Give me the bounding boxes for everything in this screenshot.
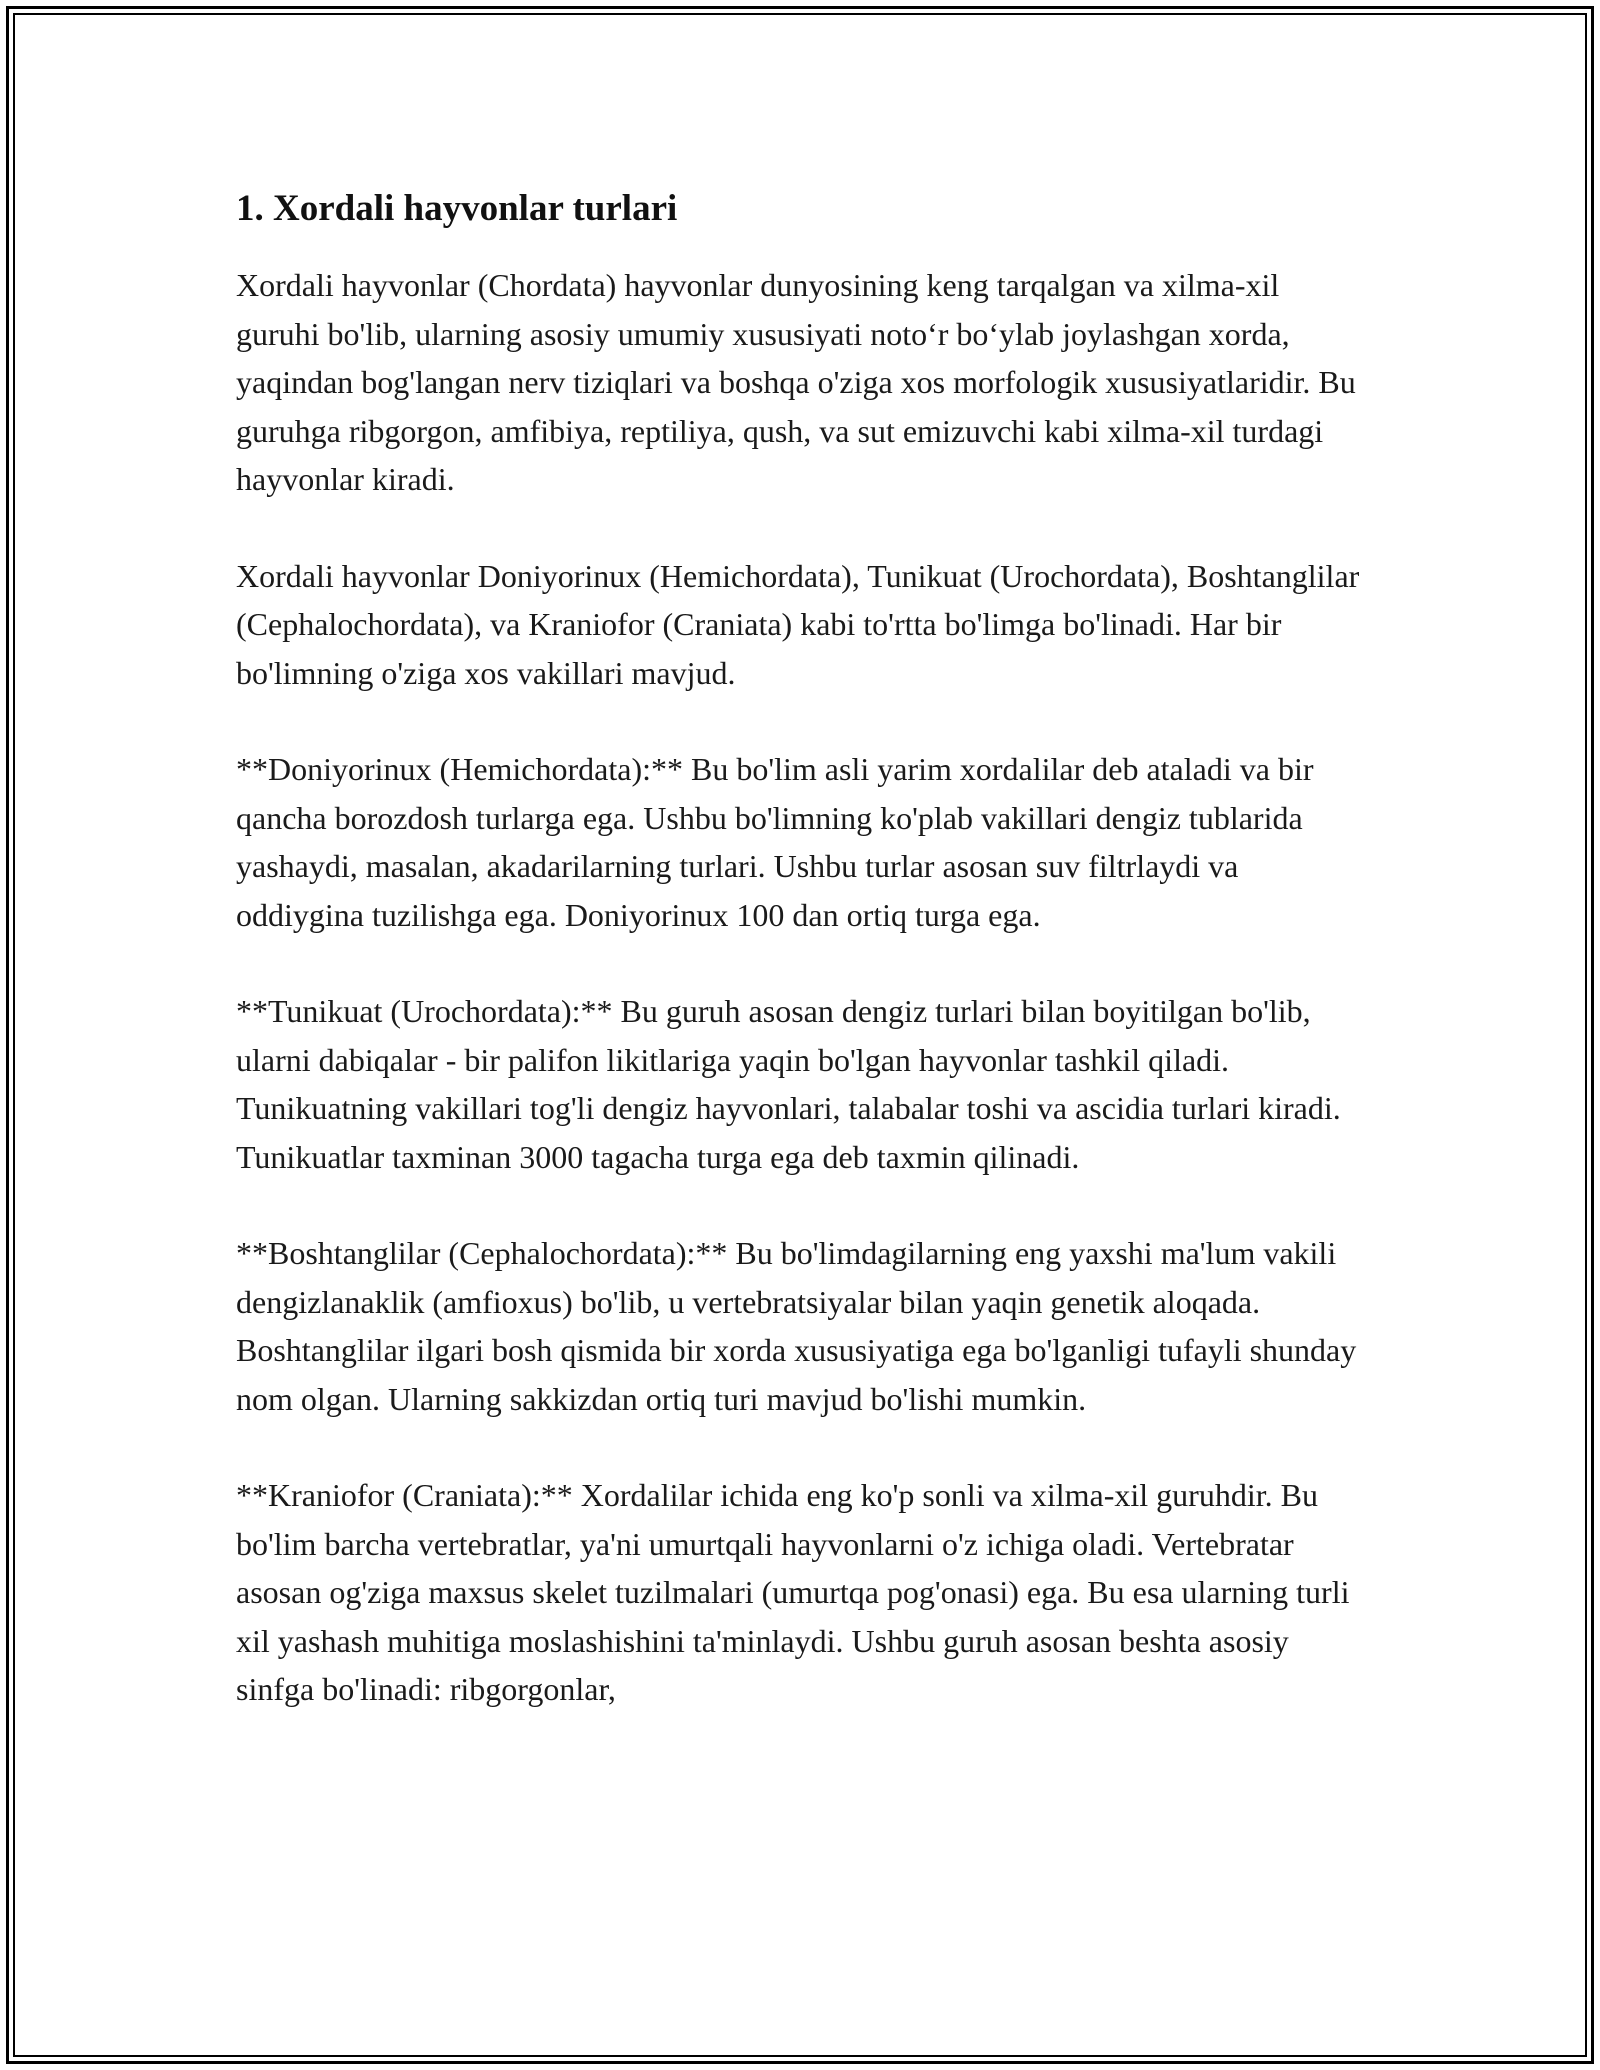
paragraph-urochordata: **Tunikuat (Urochordata):** Bu guruh asosan dengiz turlari bilan boyitilgan bo'lib, ularni dabiqalar - bir palifon likitlariga yaqin bo'lgan hayvonlar tashkil qiladi. Tunikuatning vakillari tog'li dengiz hayvonlari, talabalar toshi va ascidia turlari kiradi. Tunikuatlar taxminan 3000 tagacha turga ega deb taxmin qilinadi. bbox=[236, 993, 1341, 1175]
document-body bbox=[236, 185, 1366, 1762]
paragraph-cephalochordata: **Boshtanglilar (Cephalochordata):** Bu bo'limdagilarning eng yaxshi ma'lum vakili dengizlanaklik (amfioxus) bo'lib, u vertebratsiyalar bilan yaqin genetik aloqada. Boshtanglilar ilgari bosh qismida bir xorda xususiyatiga ega bo'lganligi tufayli shunday nom olgan. Ularning sakkizdan ortiq turi mavjud bo'lishi mumkin. bbox=[236, 1235, 1357, 1417]
paragraph-hemichordata: **Doniyorinux (Hemichordata):** Bu bo'lim asli yarim xordalilar deb ataladi va bir qancha borozdosh turlarga ega. Ushbu bo'limning ko'plab vakillari dengiz tublarida yashaydi, masalan, akadarilarning turlari. Ushbu turlar asosan suv filtrlaydi va oddiygina tuzilishga ega. Doniyorinux 100 dan ortiq turga ega. bbox=[236, 751, 1314, 933]
section-heading: 1. Xordali hayvonlar turlari bbox=[236, 188, 678, 229]
paragraph-craniata: **Kraniofor (Craniata):** Xordalilar ichida eng ko'p sonli va xilma-xil guruhdir. Bu bo'lim barcha vertebratlar, ya'ni umurtqali hayvonlarni o'z ichiga oladi. Vertebratar asosan og'ziga maxsus skelet tuzilmalari (umurtqa pog'onasi) ega. Bu esa ularning turli xil yashash muhitiga moslashishini ta'minlaydi. Ushbu guruh asosan beshta asosiy sinfga bo'linadi: ribgorgonlar, bbox=[236, 1477, 1350, 1707]
paragraph-intro: Xordali hayvonlar (Chordata) hayvonlar dunyosining keng tarqalgan va xilma-xil guruhi bo'lib, ularning asosiy umumiy xususiyati noto‘r bo‘ylab joylashgan xorda, yaqindan bog'langan nerv tiziqlari va boshqa o'ziga xos morfologik xususiyatlaridir. Bu guruhga ribgorgon, amfibiya, reptiliya, qush, va sut emizuvchi kabi xilma-xil turdagi hayvonlar kiradi. bbox=[236, 267, 1356, 497]
paragraph-divisions: Xordali hayvonlar Doniyorinux (Hemichordata), Tunikuat (Urochordata), Boshtanglilar (Cephalochordata), va Kraniofor (Craniata) kabi to'rtta bo'limga bo'linadi. Har bir bo'limning o'ziga xos vakillari mavjud. bbox=[236, 557, 1360, 691]
